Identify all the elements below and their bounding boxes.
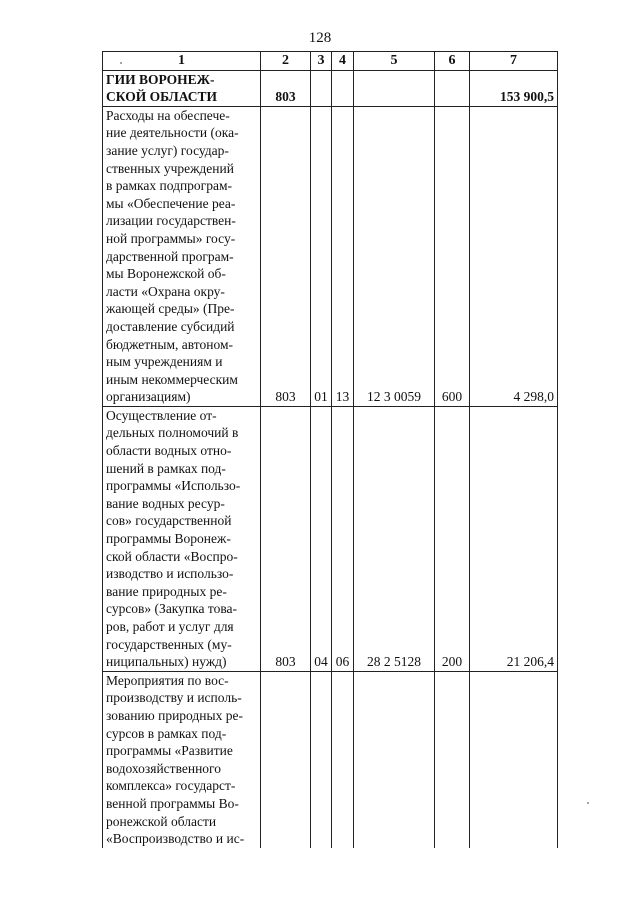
scan-speck: [120, 62, 122, 64]
rz-cell: [311, 671, 332, 847]
ved-cell: 803: [261, 406, 311, 671]
vr-cell: [435, 671, 470, 847]
budget-table: [102, 51, 558, 848]
column-header: 7: [470, 52, 558, 71]
page-number: 128: [308, 30, 332, 46]
table-row: [103, 106, 558, 406]
pr-cell: [332, 671, 354, 847]
table-row: [103, 671, 558, 847]
column-header: 4: [332, 52, 354, 71]
sum-cell: [470, 671, 558, 847]
vr-cell: 600: [435, 106, 470, 406]
column-header: 3: [311, 52, 332, 71]
csr-cell: 12 3 0059: [354, 106, 435, 406]
sum-cell: 4 298,0: [470, 106, 558, 406]
ved-cell: 803: [261, 70, 311, 106]
row-name-cell: Мероприятия по вос- производству и исполь- зованию природных ре- сурсов в рамках под- программы «Развитие водохозяйственного комплекса» государст- венной программы Во- ронежской области «Воспроизводство и ис-: [103, 671, 261, 847]
row-name-cell: Осуществление от- дельных полномочий в области водных отно- шений в рамках под- программы «Использо- вание водных ресур- сов» государственной программы Воронеж- ской области «Воспро- изводство и использо- вание природных ре- сурсов» (Закупка това- ров, работ и услуг для государственных (му- ниципальных) нужд): [103, 406, 261, 671]
sum-cell: 21 206,4: [470, 406, 558, 671]
rz-cell: [311, 70, 332, 106]
vr-cell: [435, 70, 470, 106]
csr-cell: [354, 671, 435, 847]
vr-cell: 200: [435, 406, 470, 671]
pr-cell: 06: [332, 406, 354, 671]
rz-cell: 01: [311, 106, 332, 406]
column-header: 6: [435, 52, 470, 71]
sum-cell: 153 900,5: [470, 70, 558, 106]
column-header: 5: [354, 52, 435, 71]
row-name-cell: ГИИ ВОРОНЕЖ- СКОЙ ОБЛАСТИ: [103, 70, 261, 106]
csr-cell: 28 2 5128: [354, 406, 435, 671]
rz-cell: 04: [311, 406, 332, 671]
pr-cell: 13: [332, 106, 354, 406]
csr-cell: [354, 70, 435, 106]
row-name-cell: Расходы на обеспече- ние деятельности (ока- зание услуг) государ- ственных учреждений в рамках подпрограм- мы «Обеспечение реа- лизации государствен- ной программы» госу- дарственной програм- мы Воронежской об- ласти «Охрана окру- жающей среды» (Пре- доставление субсидий бюджетным, автоном- ным учреждениям и иным некоммерческим организациям): [103, 106, 261, 406]
ved-cell: [261, 671, 311, 847]
table-row: [103, 406, 558, 671]
scan-speck: [587, 802, 589, 804]
column-header: 2: [261, 52, 311, 71]
table-row: [103, 70, 558, 106]
header-row: [103, 52, 558, 71]
pr-cell: [332, 70, 354, 106]
ved-cell: 803: [261, 106, 311, 406]
column-header: 1: [103, 52, 261, 71]
